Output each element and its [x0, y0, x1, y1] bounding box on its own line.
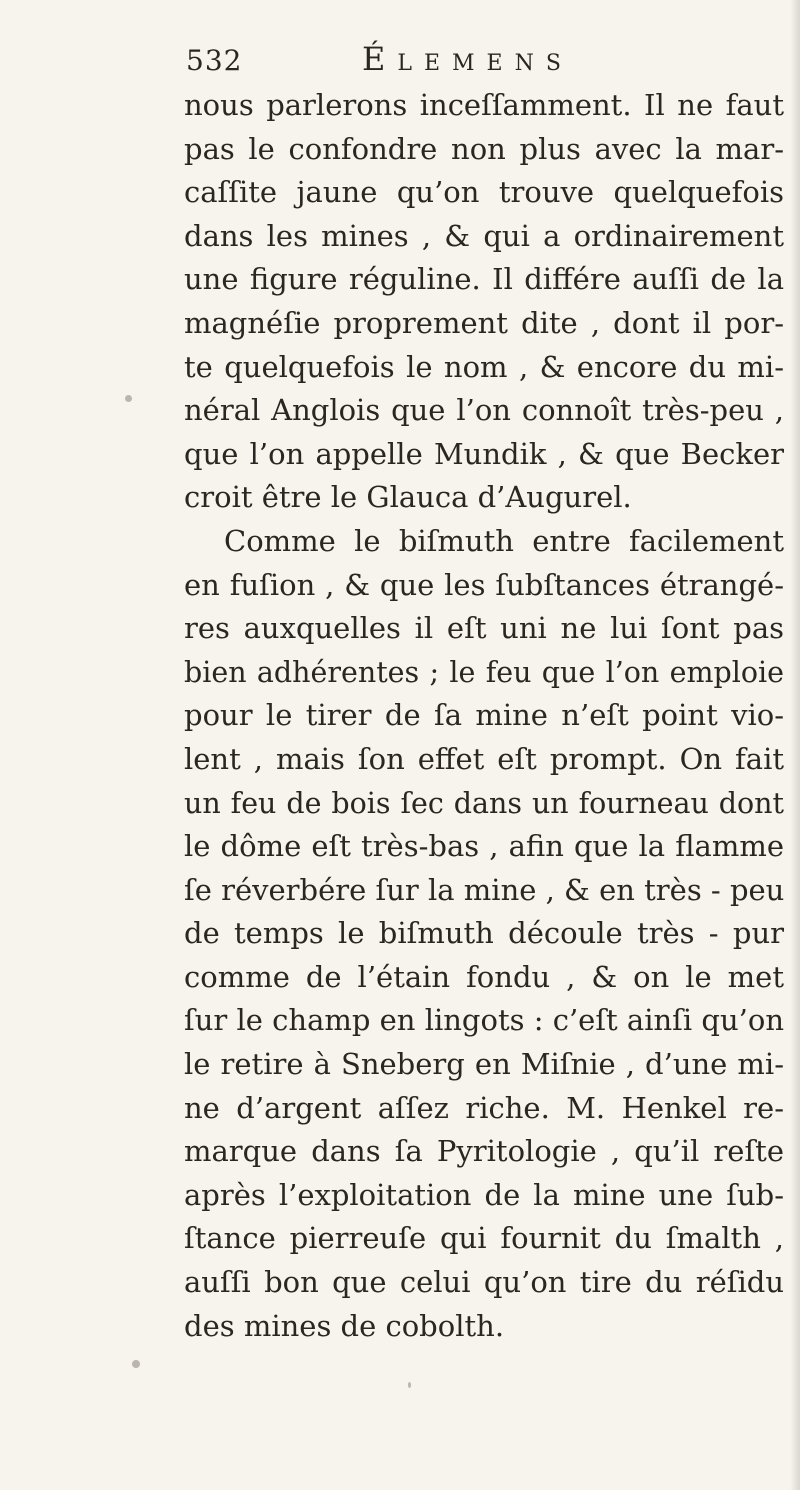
page-edge-shadow — [790, 0, 800, 1490]
text-line: ne d’argent aſſez riche. M. Henkel re- — [184, 1090, 784, 1125]
text-line: nous parlerons inceſſamment. Il ne faut — [184, 88, 784, 122]
text-line: magnéſie proprement dite , dont il por- — [184, 305, 784, 340]
paragraph-start-line: Comme le biſmuth entre facilement — [224, 523, 784, 558]
paragraph-end-line: croit être le Glauca d’Augurel. — [184, 480, 632, 515]
text-line: marque dans ſa Pyritologie , qu’il reſte — [184, 1134, 784, 1169]
text-line: après l’exploitation de la mine une ſub- — [184, 1177, 784, 1212]
text-line: un feu de bois ſec dans un fourneau dont — [184, 786, 784, 820]
text-line: ſur le champ en lingots : c’eſt ainſi qu’on — [184, 1003, 784, 1038]
text-line: une figure réguline. Il différe auſſi de la — [184, 262, 784, 297]
text-line: res auxquelles il eſt uni ne lui ſont pas — [184, 611, 784, 646]
text-line: pour le tirer de ſa mine n’eſt point vio- — [184, 698, 784, 733]
paragraph-end-line: des mines de cobolth. — [184, 1308, 505, 1343]
paper-spot — [132, 1360, 140, 1368]
text-line: de temps le biſmuth découle très - pur — [184, 916, 784, 951]
text-line: caſſite jaune qu’on trouve quelquefois — [184, 175, 784, 210]
text-line: ſtance pierreuſe qui fournit du ſmalth , — [184, 1221, 784, 1256]
paper-spot — [408, 1382, 411, 1388]
text-line: auſſi bon que celui qu’on tire du réſidu — [184, 1265, 784, 1300]
page-number: 532 — [186, 44, 243, 77]
text-line: que l’on appelle Mundik , & que Becker — [184, 436, 784, 471]
text-line: le retire à Sneberg en Miſnie , d’une mi- — [184, 1047, 784, 1082]
page-header — [186, 40, 626, 84]
text-line: te quelquefois le nom , & encore du mi- — [184, 349, 784, 384]
text-line: dans les mines , & qui a ordinairement — [184, 218, 784, 253]
text-line: en fuſion , & que les ſubſtances étrangé- — [184, 567, 784, 602]
paper-spot — [125, 395, 132, 402]
body-text — [184, 84, 784, 1348]
running-title: Élemens — [362, 40, 573, 78]
text-line: bien adhérentes ; le feu que l’on emploie — [184, 655, 784, 689]
text-line: comme de l’étain fondu , & on le met — [184, 959, 784, 994]
text-line: ſe réverbére ſur la mine , & en très - peu — [184, 872, 785, 907]
text-line: le dôme eſt très-bas , afin que la flamme — [184, 829, 784, 864]
text-line: pas le confondre non plus avec la mar- — [184, 131, 784, 166]
text-line: lent , mais ſon effet eſt prompt. On fait — [184, 741, 784, 776]
text-line: néral Anglois que l’on connoît très-peu , — [184, 393, 784, 428]
